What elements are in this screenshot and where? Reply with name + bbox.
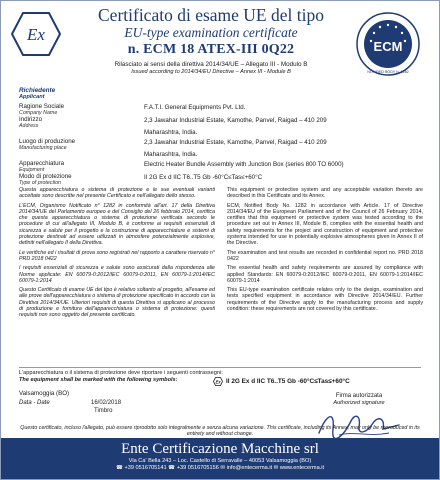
- marking-text: II 2G Ex d IIC T6..T5 Gb -60°C≤Tas≤+60°C: [226, 377, 350, 385]
- footer-contacts: ☎ +39 0516705141 ☎ +39 0516705156 ✉ info@entecerma.it ✉ www.entecerma.it: [115, 465, 325, 471]
- body-column-english: [227, 187, 423, 315]
- paragraph: The examination and test results are recorded in confidential report no. PRD 2018 0422: [227, 249, 423, 262]
- info-label-en: Company Name: [19, 109, 58, 116]
- info-row-protection: [19, 173, 421, 186]
- title-italian: Certificato di esame UE del tipo: [98, 5, 324, 25]
- reproduction-note: Questo certificato, incluso l'allegato, può essere riprodotto solo integralmente e senza alcuna variazione. This certificate, including its Annex, may only be reproduced in its entirety and without change.: [20, 424, 420, 437]
- divider: [19, 367, 421, 368]
- certificate-id: ECM 18 ATEX-III 0Q22: [143, 42, 295, 57]
- paragraph: This EU-type examination certificate relates only to the design, examination and tests specified equipment in accordance with Directive 2014/34/EU. Further requirements of the Directive apply to the manufacturing process and supply condition: these requirements are not covered by this certificate.: [227, 287, 423, 313]
- info-label-it: Luogo di produzione: [19, 138, 76, 145]
- info-label-it: Modo di protezione: [19, 173, 72, 180]
- info-row-address-cont: [19, 129, 421, 138]
- info-label-en: Manufacturing place: [19, 144, 67, 151]
- marking-and-signature: [19, 367, 421, 414]
- date-value: 16/02/2018: [91, 400, 122, 406]
- signature-label-en: Authorized signature: [333, 400, 385, 406]
- ecm-notified-body: NOTIFIED BODY N. 1282: [367, 70, 409, 74]
- paragraph: Questo Certificato di esame UE del tipo è relativo soltanto al progetto, all'esame ed alle prove dell'apparecchiatura o sistema di protezione specificato in accordo con la Direttiva 2014/34/UE. Ulteriori requisiti di questa Direttiva si applicano al processo di produzione e fornitura dell'apparecchiatura o sistema di protezione: questi requisiti non sono oggetto del presente certificato.: [19, 287, 215, 319]
- stamp-label: Timbro: [94, 408, 113, 414]
- body-column-italian: [19, 187, 215, 322]
- info-label-en: Equipment: [19, 166, 45, 173]
- marking-label-en: The equipment shall be marked with the following symbols:: [19, 377, 178, 383]
- directive-english: Issued according to 2014/34/EU Directive – Annex III - Module B: [131, 69, 291, 75]
- footer-banner: [1, 438, 439, 479]
- date-label: Data - Date: [19, 400, 50, 406]
- title-english: EU-type examination certificate: [124, 25, 298, 40]
- title-block: [73, 5, 349, 76]
- ecm-seal-logo: [355, 11, 421, 77]
- paragraph: This equipment or protective system and any acceptable variation thereto are described in this Certificate and its Annex.: [227, 187, 423, 200]
- header: [1, 1, 439, 85]
- marking-label-it: L'apparecchiatura o il sistema di protezione deve riportare i seguenti contrassegni:: [19, 370, 223, 376]
- info-label-it: Apparecchiatura: [19, 160, 65, 167]
- info-label-en: Type of protection: [19, 179, 62, 186]
- info-row-address: [19, 116, 421, 129]
- ex-logo-text: Ex: [27, 25, 45, 44]
- info-value: Electric Heater Bundle Assembly with Junction Box (series 800 TO 6000): [144, 161, 344, 168]
- section-applicant-it: Richiedente: [19, 87, 56, 94]
- ex-hexagon-logo: [11, 11, 61, 57]
- info-row-company: [19, 103, 421, 116]
- certificate-body: [19, 187, 421, 367]
- info-label-en: Address: [19, 122, 39, 129]
- marking-symbols: [213, 377, 350, 386]
- info-row-equipment: [19, 160, 421, 173]
- applicant-info: [19, 87, 421, 186]
- footer-company-name: Ente Certificazione Macchine srl: [121, 441, 319, 457]
- svg-text:Ex: Ex: [215, 379, 221, 385]
- section-applicant-en: Applicant: [19, 94, 45, 100]
- paragraph: Questa apparecchiatura o sistema di protezione e le sue eventuali varianti accettate sono descritte nel presente Certificato e nell'allegato dello stesso.: [19, 187, 215, 200]
- info-row-manufacturing: [19, 138, 421, 151]
- info-row-manufacturing-cont: [19, 151, 421, 160]
- info-value: F.A.T.I. General Equipments Pvt. Ltd.: [144, 104, 246, 111]
- info-value: 2,3 Jawahar Industrial Estate, Kamothe, Panvel, Raigad – 410 209: [144, 117, 327, 124]
- directive-italian: Rilasciato ai sensi della direttiva 2014/34/UE – Allegato III - Modulo B: [114, 61, 308, 68]
- info-value: 2,3 Jawahar Industrial Estate, Kamothe, Panvel, Raigad – 410 209: [144, 139, 327, 146]
- info-value: Maharashtra, India.: [144, 151, 198, 158]
- certificate-number: [73, 41, 349, 59]
- info-label-it: Ragione Sociale: [19, 103, 65, 110]
- footer-address: Via Ca' Bella 243 – Loc. Castello di Serravalle – 40053 Valsamoggia (BO): [128, 458, 312, 464]
- paragraph: L'ECM, Organismo Notificato n° 1282 in conformità all'art. 17 della Direttiva 2014/34/UE del Parlamento europeo e del Consiglio del 26 febbraio 2014, certifica che questa apparecchiatura o sistema di protezione verificata secondo le procedure di cui all'allegato III, Modulo B, è conforme ai requisiti essenziali di sicurezza e salute per il progetto e la costruzione di apparecchiature e sistemi di protezione destinati ad essere utilizzati in atmosfere potenzialmente esplosive, definiti nell'allegato II della Direttiva.: [19, 202, 215, 247]
- ecm-logo-text: ECM: [373, 39, 403, 54]
- signature-label-it: Firma autorizzata: [335, 393, 383, 399]
- paragraph: ECM, Notified Body No. 1282 in accordance with Article. 17 of Directive 2014/34/EU of the European Parliament and of the Council of 26 February 2014, certifies that this equipment or protective system was tested according to the procedure set out in Annex III, Module B, complies with the essential health and safety requirements for the project and construction of equipment and protective systems intended for use in potentially explosive atmospheres given in Annex II of the Directive.: [227, 202, 423, 247]
- info-value: Maharashtra, India.: [144, 129, 198, 136]
- info-label-it: Indirizzo: [19, 116, 43, 123]
- paragraph: The essential health and safety requirements are assured by compliance with applied Standards: EN 60079-0:2012/IEC 60079-0:2011, EN 60079-1:2014/IEC 60079-1:2014: [227, 265, 423, 284]
- paragraph: I requisiti essenziali di sicurezza e salute sono assicurati dalla rispondenza alle Norme applicate: EN 60079-0:2012/IEC 60079-0:2011, EN 60079-1:2014/IEC 60079-1:2014: [19, 265, 215, 284]
- certificate-prefix: n.: [127, 42, 140, 57]
- ex-hexagon-icon: [213, 377, 223, 386]
- paragraph: Le verifiche ed i risultati di prova sono registrati nel rapporto a carattere riservato n° PRD 2018 0422: [19, 249, 215, 262]
- issue-date-row: [19, 399, 122, 407]
- issue-place: Valsamoggia (BO): [19, 390, 70, 397]
- info-value: II 2G Ex d IIC T6..T5 Gb -60°C≤Tas≤+60°C: [144, 174, 263, 181]
